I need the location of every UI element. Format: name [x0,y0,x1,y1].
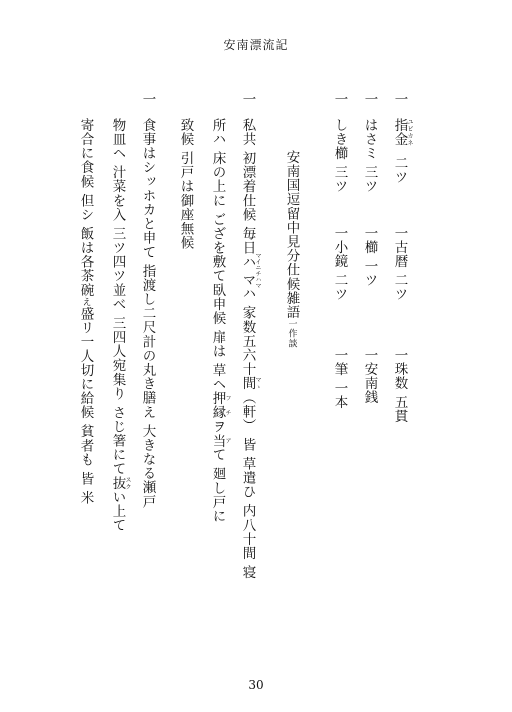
text-line: 寄合に食候 但シ 飯は各茶碗え盛リ一人切に給候 貧者も 皆 米 [77,118,94,505]
item-shiki-comb: しき櫛 三ツ [331,118,348,194]
item-fingermetal [392,118,413,146]
subtitle-note: 一作談 [286,319,297,349]
running-header: 安南漂流記 [223,38,289,52]
ruby-ken: 間マゝ [239,376,261,391]
item-fingermetal-count: 二ツ [391,156,408,185]
text-line: 物皿ヘ 汁菜を入 三ツ四ツ並べ 三四人宛集り さじ箸にて抜スクい上て [109,118,131,533]
text-line: 私共 初漂着仕候 毎日ハママイニチハマハ 家数五六十間マゝ（軒） 皆 草遣ひ 内八十間 寝 [239,118,261,580]
text-line: 食事はシッホカと申て 指渡し二尺計の丸き膳え 大きなる瀬戸 [139,118,156,509]
subtitle-main: 安南国逗留中見分仕候雑語 [283,150,300,320]
section-subtitle [284,150,298,348]
list-marker: 一 [361,92,378,107]
item-old-calendar: 一古暦 二ツ [391,226,408,302]
paragraph-marker: 一 [239,92,256,107]
item-scissors: はさミ 三ツ [361,118,378,194]
list-marker: 一 [391,92,408,107]
ruby-suku: 抜スク [109,475,131,491]
list-marker: 一 [331,92,348,107]
item-comb: 一櫛 一ツ [361,226,378,288]
item-fingermetal-word: 指金ユビカネ [391,118,413,147]
item-brush: 一筆 一本 [331,348,348,410]
ruby-hama: ハママイニチハマ [239,252,261,289]
page-number: 30 [248,678,264,692]
item-small-mirror: 一小鏡 二ツ [331,226,348,302]
item-annam-coin: 一安南銭 [361,348,378,405]
small-kana: え [80,296,91,307]
text-line: 致候 引戸は御座無候 [177,118,194,250]
text-line: 所ハ 床の上に ござを敷て臥申候 扉は 草ヘ押縁フチヲ当アて 廻し戸に [209,118,231,524]
item-rosary: 一珠数 五貫 [391,348,408,424]
ruby-ate: 当ア [209,433,231,448]
ruby-oshibuchi: 押縁フチ [209,391,231,420]
paragraph-marker: 一 [139,92,156,107]
